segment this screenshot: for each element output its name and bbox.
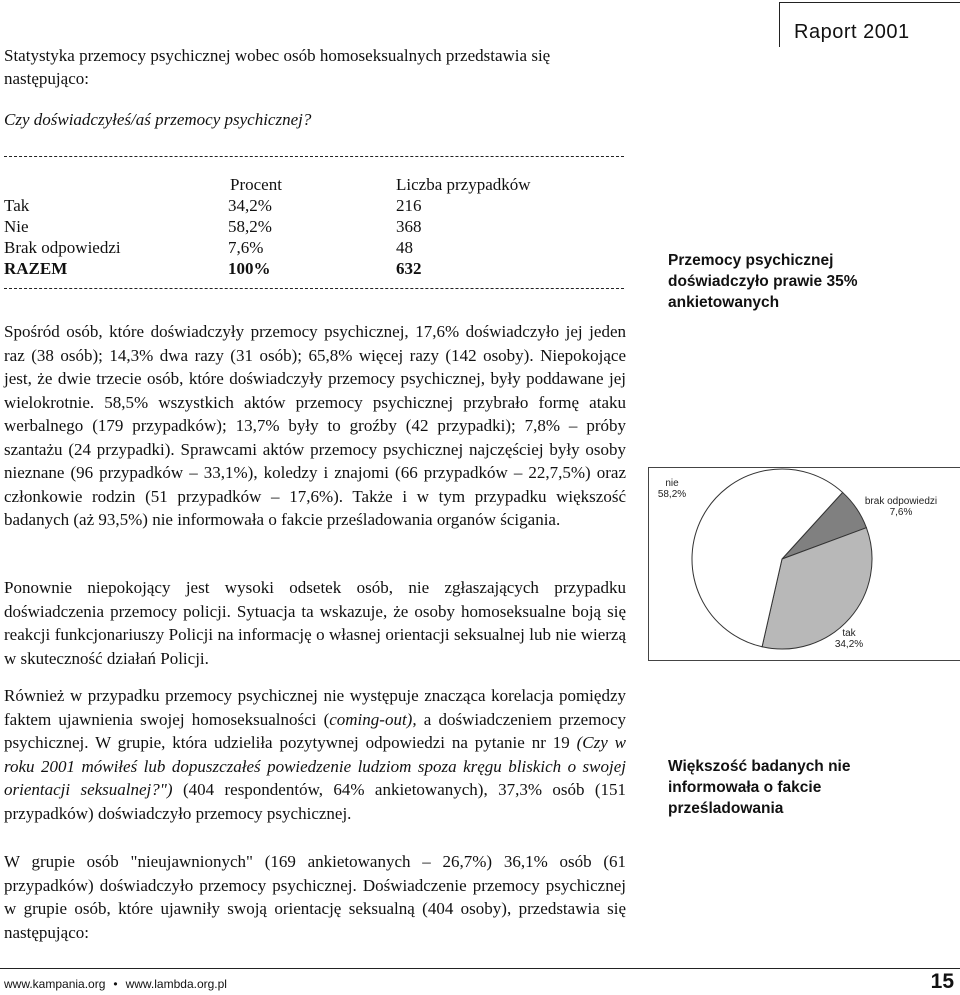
paragraph-3: Również w przypadku przemocy psychicznej nie występuje znacząca korelacja pomiędzy faktem ujawnienia swojej homoseksualności (coming-out), a doświadczeniem przemocy psychicznej. W grupie, która udzieliła pozytywnej odpowiedzi na pytanie nr 19 (Czy w roku 2001 mówiłeś lub dopuszczałeś powiedzenie ludziom spoza kręgu bliskich o swojej orientacji seksualnej?") (404 respondentów, 64% ankietowanych), 37,3% osób (151 przypadków) doświadczyło przemocy psychicznej. xyxy=(4,686,627,823)
survey-question: Czy doświadczyłeś/aś przemocy psychicznej? xyxy=(4,110,312,129)
footer-link-kampania[interactable]: www.kampania.org xyxy=(4,977,106,991)
footer-links xyxy=(4,977,227,991)
table-bottom-rule xyxy=(4,288,624,289)
sidebar-note-2: Większość badanych nie informowała o fakcie prześladowania xyxy=(668,758,851,817)
report-label: Raport 2001 xyxy=(794,21,910,43)
table-row xyxy=(4,238,624,260)
header-percent: Procent xyxy=(230,175,282,194)
footer-bullet: • xyxy=(113,977,118,991)
slice-label-nie: nie 58,2% xyxy=(657,478,687,500)
row-count: 216 xyxy=(396,196,422,215)
paragraph-2: Ponownie niepokojący jest wysoki odsetek osób, nie zgłaszających przypadku doświadczenia przemocy policji. Sytuacja ta wskazuje, że osoby homoseksualne boją się reakcji funkcjonariuszy Policji na informację o własnej orientacji seksualnej lub nie wierzą w skuteczność działań Policji. xyxy=(4,578,626,668)
row-label: Nie xyxy=(4,217,29,236)
slice-label-brak: brak odpowiedzi 7,6% xyxy=(864,496,938,518)
row-count: 48 xyxy=(396,238,413,257)
intro-text: Statystyka przemocy psychicznej wobec osób homoseksualnych przedstawia się następująco: xyxy=(4,46,551,88)
table-row xyxy=(4,196,624,218)
page-number: 15 xyxy=(930,970,954,993)
pie-chart xyxy=(648,467,960,661)
sidebar-note-1: Przemocy psychicznej doświadczyło prawie 35% ankietowanych xyxy=(668,252,858,311)
table-top-rule xyxy=(4,156,624,157)
row-label: RAZEM xyxy=(4,259,68,278)
row-percent: 7,6% xyxy=(228,238,264,257)
table-total-row xyxy=(4,259,624,281)
paragraph-1: Spośród osób, które doświadczyły przemocy psychicznej, 17,6% doświadczyło jej jeden raz (38 osób); 14,3% dwa razy (31 osób); 65,8% więcej razy (142 osoby). Niepokojące jest, że dwie trzecie osób, które doświadczyły przemocy psychicznej, były poddawane jej wielokrotnie. 58,5% wszystkich aktów przemocy psychicznej przybrało formę ataku werbalnego (179 przypadków); 13,7% były to groźby (42 przypadki); 7,8% – próby szantażu (24 przypadki). Sprawcami aktów przemocy psychicznej najczęściej były osoby nieznane (96 przypadków – 33,1%), koledzy i znajomi (66 przypadków – 22,7,5%) oraz członkowie rodzin (51 przypadków – 17,6%). Także i w tym przypadku większość badanych (aż 93,5%) nie informowała o fakcie prześladowania organów ścigania. xyxy=(4,322,626,529)
row-percent: 58,2% xyxy=(228,217,272,236)
slice-label-tak: tak 34,2% xyxy=(834,628,864,650)
row-count: 632 xyxy=(396,259,422,278)
row-label: Tak xyxy=(4,196,30,215)
header-count: Liczba przypadków xyxy=(396,175,531,194)
report-header-box xyxy=(779,2,960,47)
row-percent: 100% xyxy=(228,259,271,278)
table-header-row xyxy=(4,175,624,197)
table-row xyxy=(4,217,624,239)
footer-rule xyxy=(0,968,960,969)
row-percent: 34,2% xyxy=(228,196,272,215)
row-label: Brak odpowiedzi xyxy=(4,238,121,257)
stats-table xyxy=(0,175,640,285)
row-count: 368 xyxy=(396,217,422,236)
footer-link-lambda[interactable]: www.lambda.org.pl xyxy=(125,977,227,991)
paragraph-4: W grupie osób "nieujawnionych" (169 ankietowanych – 26,7%) 36,1% osób (61 przypadków) doświadczyło przemocy psychicznej. Doświadczenie przemocy psychicznej w grupie osób, które ujawniły swoją orientację seksualną (404 osoby), przedstawia się następująco: xyxy=(4,852,626,942)
